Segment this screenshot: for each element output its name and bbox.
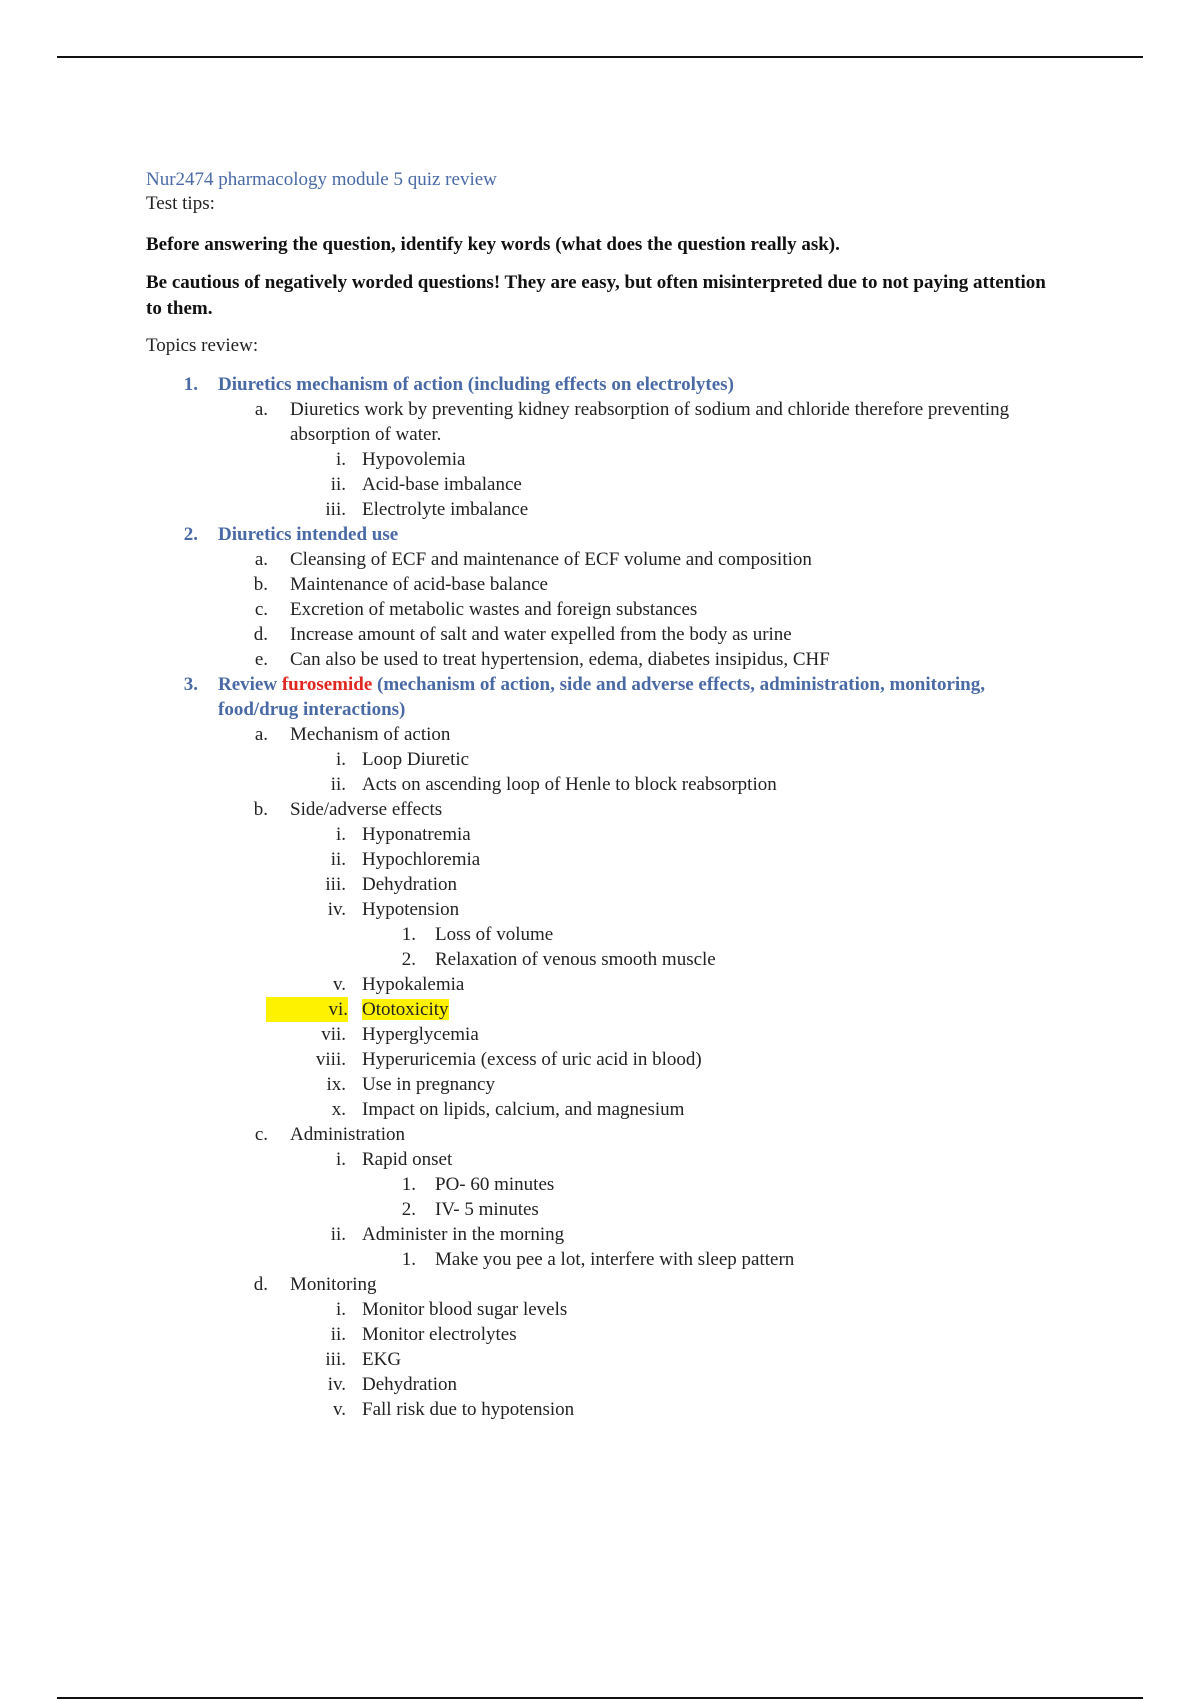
list-item-text: Dehydration [362,874,457,895]
list-item [146,1022,1066,1047]
list-marker: b. [253,574,268,595]
list-item [146,1122,1066,1147]
list-item-text: Fall risk due to hypotension [362,1399,575,1420]
list-item [146,897,1066,922]
list-item [146,1247,1066,1272]
list-marker: ii. [330,1224,346,1245]
highlighted-list-item [146,997,1066,1022]
list-item-text: PO- 60 minutes [435,1174,555,1195]
list-item [146,497,1066,522]
list-item-text: Acid-base imbalance [362,474,522,495]
list-item-text: EKG [362,1349,402,1370]
list-marker: v. [332,974,346,995]
heading-suffix: (mechanism of action, side and adverse effects, administration, monitoring, food/drug interactions) [218,674,985,720]
list-item [146,572,1066,597]
top-rule [57,56,1143,58]
list-item [146,1147,1066,1172]
list-item [146,647,1066,672]
tip-negative-questions: Be cautious of negatively worded questions! They are easy, but often misinterpreted due to not paying attention to them. [146,272,1046,319]
topic-heading-text [218,672,1066,722]
list-item [146,1372,1066,1397]
list-item-text: Mechanism of action [290,724,451,745]
topics-review-label: Topics review: [146,335,259,356]
tip-key-words: Before answering the question, identify key words (what does the question really ask). [146,234,840,255]
list-item-text: Acts on ascending loop of Henle to block reabsorption [362,774,777,795]
list-marker: i. [335,449,346,470]
list-item-text: Monitor blood sugar levels [362,1299,568,1320]
list-item [146,597,1066,622]
list-item [146,972,1066,997]
list-marker: 1. [183,374,198,395]
list-item-text: Excretion of metabolic wastes and foreign substances [290,599,698,620]
list-item-text: Electrolyte imbalance [362,499,529,520]
topics-list [146,372,1066,1422]
list-marker: i. [335,824,346,845]
list-item-text: Impact on lipids, calcium, and magnesium [362,1099,685,1120]
list-item [146,1072,1066,1097]
list-marker: 1. [401,1249,416,1270]
list-item [146,747,1066,772]
list-item [146,1297,1066,1322]
list-marker: viii. [315,1049,346,1070]
list-item-text: Hypovolemia [362,449,466,470]
list-item [146,1397,1066,1422]
list-item [146,947,1066,972]
list-item [146,622,1066,647]
list-marker: v. [332,1399,346,1420]
list-item-text: Loop Diuretic [362,749,470,770]
list-item [146,722,1066,747]
list-item-text: Relaxation of venous smooth muscle [435,949,716,970]
list-marker: 1. [401,1174,416,1195]
list-marker: 1. [401,924,416,945]
drug-name: furosemide [281,674,373,695]
list-item-text: Hypotension [362,899,460,920]
list-item [146,772,1066,797]
list-marker: a. [254,724,268,745]
list-marker: iii. [325,1349,346,1370]
list-marker: ii. [330,849,346,870]
list-item-text: IV- 5 minutes [435,1199,539,1220]
list-item-text: Hypokalemia [362,974,465,995]
list-item [146,547,1066,572]
bottom-rule [57,1697,1143,1699]
list-marker: vi. [266,997,348,1022]
list-item-text: Use in pregnancy [362,1074,495,1095]
list-marker: i. [335,749,346,770]
list-item [146,397,1066,447]
list-marker: iv. [327,1374,346,1395]
topic-heading-text: Diuretics mechanism of action (including effects on electrolytes) [218,374,734,395]
highlighted-text: Ototoxicity [362,999,449,1020]
list-marker: iii. [325,499,346,520]
list-item-text: Increase amount of salt and water expelled from the body as urine [290,624,792,645]
list-item-text: Rapid onset [362,1149,453,1170]
list-marker: ix. [326,1074,346,1095]
list-marker: i. [335,1299,346,1320]
list-marker: e. [254,649,268,670]
list-item [146,1047,1066,1072]
list-marker: c. [254,599,268,620]
list-item [146,872,1066,897]
list-item [146,847,1066,872]
list-item-text: Administration [290,1124,406,1145]
list-marker: d. [253,624,268,645]
list-marker: c. [254,1124,268,1145]
document-body [146,168,1066,1422]
list-item [146,1272,1066,1297]
list-marker: 2. [183,524,198,545]
heading-prefix: Review [218,674,282,695]
list-item-text: Can also be used to treat hypertension, edema, diabetes insipidus, CHF [290,649,830,670]
list-marker: b. [253,799,268,820]
list-marker: 2. [401,1199,416,1220]
list-item-text: Dehydration [362,1374,457,1395]
list-marker: vii. [321,1024,346,1045]
list-item-text: Maintenance of acid-base balance [290,574,548,595]
list-item-text: Hypochloremia [362,849,481,870]
list-marker: i. [335,1149,346,1170]
list-item [146,1172,1066,1197]
list-item [146,447,1066,472]
list-item [146,1347,1066,1372]
list-marker: d. [253,1274,268,1295]
topic-heading [146,522,1066,547]
list-item-text: Hyponatremia [362,824,471,845]
list-item-text: Monitor electrolytes [362,1324,517,1345]
list-item [146,1222,1066,1247]
topic-heading [146,372,1066,397]
list-item-text: Side/adverse effects [290,799,443,820]
list-marker: a. [254,549,268,570]
list-item-text: Administer in the morning [362,1224,565,1245]
list-item [146,822,1066,847]
list-marker: iv. [327,899,346,920]
list-item [146,797,1066,822]
list-item [146,1322,1066,1347]
list-item-text: Make you pee a lot, interfere with sleep pattern [435,1249,795,1270]
list-marker: ii. [330,474,346,495]
topic-heading-text: Diuretics intended use [218,524,399,545]
topic-heading [146,672,1066,722]
list-marker: a. [254,399,268,420]
list-marker: 3. [183,674,198,695]
list-item [146,1097,1066,1122]
list-item [146,1197,1066,1222]
list-marker: x. [331,1099,346,1120]
list-item-text: Hyperglycemia [362,1024,479,1045]
list-item-text: Diuretics work by preventing kidney reabsorption of sodium and chloride therefore preventing absorption of water. [290,399,1010,445]
list-marker: ii. [330,774,346,795]
list-item-text: Hyperuricemia (excess of uric acid in blood) [362,1049,702,1070]
list-marker: 2. [401,949,416,970]
list-item [146,922,1066,947]
list-marker: ii. [330,1324,346,1345]
list-item-text: Monitoring [290,1274,377,1295]
test-tips-label: Test tips: [146,193,215,214]
document-title: Nur2474 pharmacology module 5 quiz review [146,169,497,190]
list-item [146,472,1066,497]
list-marker: iii. [325,874,346,895]
list-item-text: Cleansing of ECF and maintenance of ECF volume and composition [290,549,812,570]
list-item-text: Loss of volume [435,924,554,945]
